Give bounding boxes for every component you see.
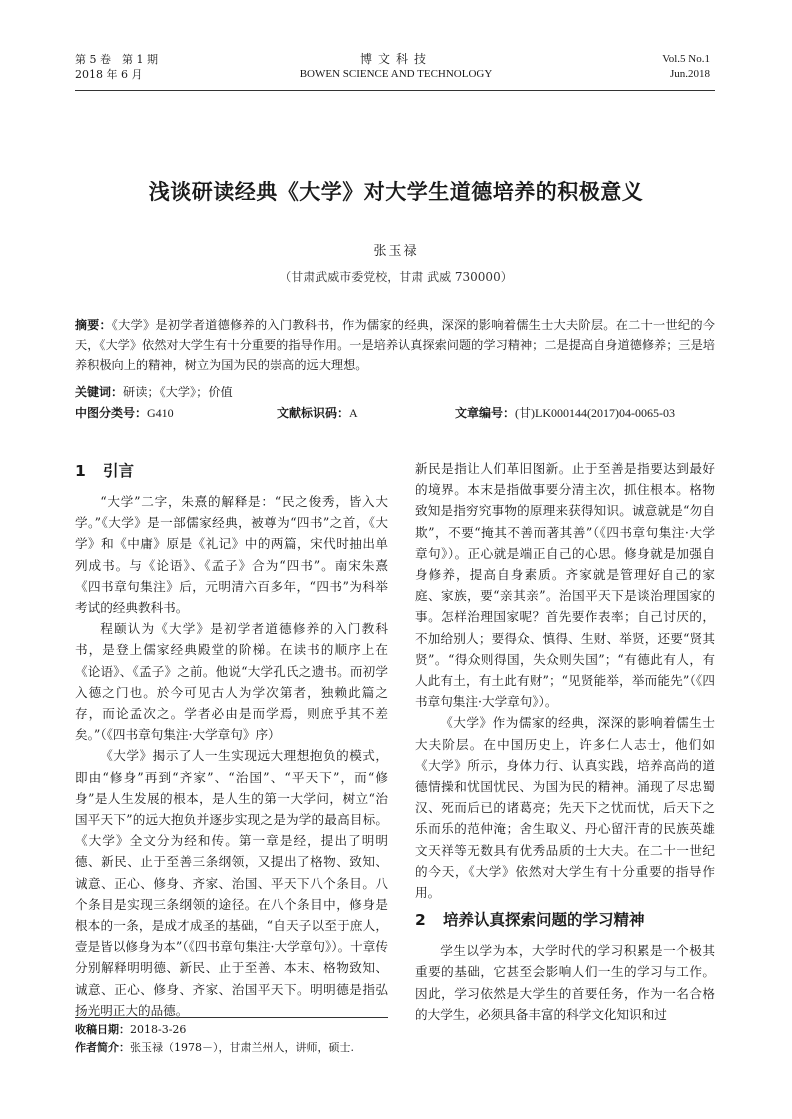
document-code-value: A	[349, 406, 358, 420]
article-number	[455, 403, 675, 423]
paragraph: 《大学》作为儒家的经典，深深的影响着儒生士大夫阶层。在中国历史上，许多仁人志士，他们如《大学》所示，身体力行、认真实践，培养高尚的道德情操和忧国忧民、为国为民的精神。涌现了尽忠蜀汉、死而后已的诸葛亮；先天下之忧而忧，后天下之乐而乐的范仲淹；舍生取义、丹心留汗青的民族英雄文天祥等无数具有优秀品质的士大夫。在二十一世纪的今天，《大学》依然对大学生有十分重要的指导作用。	[415, 715, 715, 901]
article-number-value: (甘)LK000144(2017)04-0065-03	[515, 406, 675, 420]
abstract-label: 摘要：	[75, 318, 112, 332]
received-value: 2018-3-26	[130, 1023, 187, 1036]
paragraph: 程颐认为《大学》是初学者道德修养的入门教科书，是登上儒家经典殿堂的阶梯。在读书的顺序上在《论语》、《孟子》之前。他说“大学孔氏之遗书。而初学入德之门也。於今可见古人为学次第者，独赖此篇之存，而论孟次之。学者必由是而学焉，则庶乎其不差矣。”（《四书章句集注·大学章句》序）	[75, 621, 388, 743]
author-bio-label: 作者简介：	[75, 1041, 130, 1054]
section-title: 引言	[103, 462, 135, 480]
abstract-text: 《大学》是初学者道德修养的入门教科书，作为儒家的经典，深深的影响着儒生士大夫阶层。在二十一世纪的今天，《大学》依然对大学生有十分重要的指导作用。一是培养认真探索问题的学习精神；二是提高自身道德修养；三是培养积极向上的精神，树立为国为民的崇高的远大理想。	[75, 318, 715, 372]
keywords	[75, 382, 233, 402]
author-name: 张玉禄	[373, 244, 419, 259]
section-title: 培养认真探索问题的学习精神	[443, 911, 645, 930]
received-label: 收稿日期：	[75, 1023, 130, 1036]
section-heading-1	[75, 460, 388, 482]
article-number-label: 文章编号：	[455, 406, 516, 420]
volume-issue-en: Vol.5 No.1	[662, 53, 710, 65]
author-bio-text: 张玉禄（1978－），甘肃兰州人，讲师，硕士.	[130, 1041, 354, 1054]
paragraph-continued: 新民是指让人们革旧图新。止于至善是指要达到最好的境界。本末是指做事要分清主次，抓住根本。格物致知是指穷究事物的原理来获得知识。诚意就是“勿自欺”，不要“掩其不善而著其善”（《四书章句集注·大学章句》）。正心就是端正自己的心思。修身就是加强自身修养，提高自身素质。齐家就是管理好自己的家庭、家族，要“亲其亲”。治国平天下是谈治理国家的事。怎样治理国家呢？首先要作表率；自己讨厌的，不加给别人；要得众、慎得、生财、举贤，还要“贤其贤”。“得众则得国，失众则失国”；“有德此有人，有人此有土，有土此有财”；“见贤能举，举而能先”（《四书章句集注·大学章句》）。	[415, 461, 715, 710]
section-number: 1	[75, 462, 86, 480]
abstract	[75, 315, 715, 375]
clc-number	[75, 406, 174, 420]
document-code-label: 文献标识码：	[277, 406, 350, 420]
clc-value: G410	[147, 406, 174, 420]
body-column-right	[415, 458, 715, 1025]
keywords-label: 关键词：	[75, 385, 124, 399]
clc-label: 中图分类号：	[75, 406, 148, 420]
paragraph: “大学”二字，朱熹的解释是：“民之俊秀，皆入大学。”《大学》是一部儒家经典，被尊为“四书”之首，《大学》和《中庸》原是《礼记》中的两篇，宋代时抽出单列成书。与《论语》、《孟子》合为“四书”。南宋朱熹《四书章句集注》后，元明清六百多年，“四书”为科举考试的经典教科书。	[75, 494, 388, 616]
journal-name-cn: 博文科技	[359, 52, 432, 66]
author-affiliation: （甘肃武威市委党校，甘肃 武威 730000）	[279, 270, 513, 284]
footnote-rule	[75, 1017, 388, 1018]
volume-issue: 第 5 卷 第 1 期	[75, 53, 158, 66]
header-rule	[75, 90, 715, 91]
article-meta	[75, 403, 715, 423]
paragraph: 《大学》揭示了人一生实现远大理想抱负的模式，即由“修身”再到“齐家”、“治国”、“平天下”，而“修身”是人生发展的根本，是人生的第一大学问，树立“治国平天下”的远大抱负并逐步实现之是为学的最高目标。《大学》全文分为经和传。第一章是经，提出了明明德、新民、止于至善三条纲领，又提出了格物、致知、诚意、正心、修身、齐家、治国、平天下八个条目。八个条目是实现三条纲领的途径。在八个条目中，修身是根本的一条，是成才成圣的基础，“自天子以至于庶人，壹是皆以修身为本”（《四书章句集注·大学章句》）。十章传分别解释明明德、新民、止于至善、本末、格物致知、诚意、正心、修身、齐家、治国平天下。明明德是指弘扬光明正大的品德。	[75, 748, 388, 1018]
publication-date: 2018 年 6 月	[75, 68, 143, 81]
journal-name-en: BOWEN SCIENCE AND TECHNOLOGY	[299, 68, 493, 80]
keywords-text: 研读；《大学》；价值	[123, 385, 233, 399]
document-code	[277, 403, 358, 423]
received-date	[75, 1022, 186, 1038]
section-number: 2	[415, 911, 426, 930]
section-heading-2	[415, 909, 715, 931]
paragraph: 学生以学为本，大学时代的学习积累是一个极其重要的基础，它甚至会影响人们一生的学习与工作。因此，学习依然是大学生的首要任务，作为一名合格的大学生，必须具备丰富的科学文化知识和过	[415, 943, 715, 1022]
running-header-right	[662, 52, 710, 82]
body-column-left	[75, 458, 388, 1021]
publication-date-en: Jun.2018	[669, 68, 710, 80]
article-title: 浅谈研读经典《大学》对大学生道德培养的积极意义	[148, 179, 644, 204]
author-bio	[75, 1040, 354, 1056]
